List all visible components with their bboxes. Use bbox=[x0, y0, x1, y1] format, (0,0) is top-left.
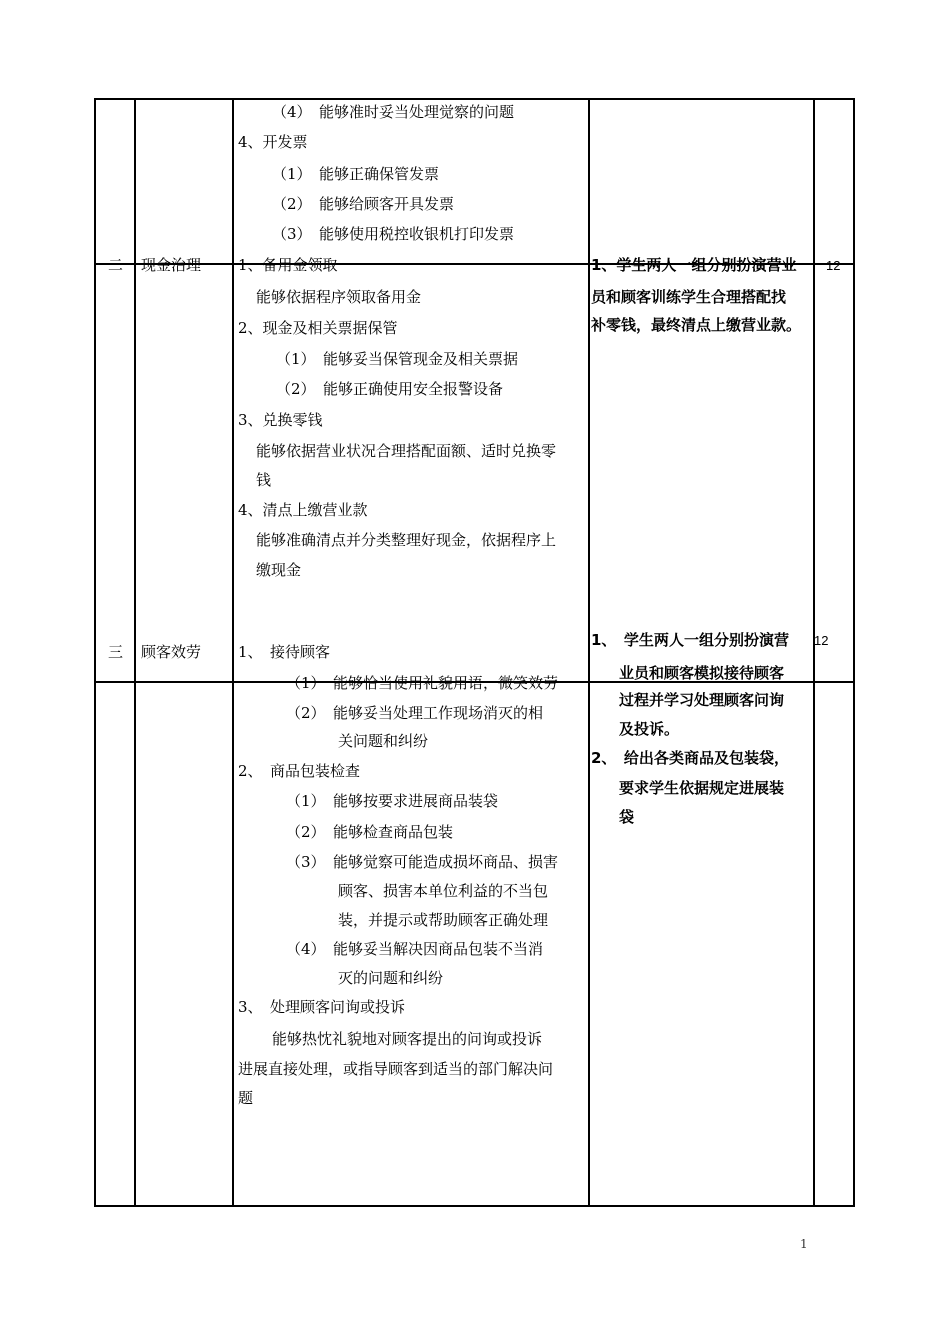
row2-line-8: 钱 bbox=[256, 471, 272, 489]
row2-line-11: 缴现金 bbox=[256, 561, 302, 579]
row3-number: 三 bbox=[108, 643, 124, 661]
row2-hours: 12 bbox=[826, 258, 841, 273]
row3-line-5: 2、 商品包装检查 bbox=[238, 762, 361, 780]
row3-activity-5: 2、 给出各类商品及包装袋， bbox=[591, 749, 789, 767]
row3-hours: 12 bbox=[814, 633, 829, 648]
row3-line-2: （1） 能够恰当使用礼貌用语，微笑效劳 bbox=[286, 674, 559, 692]
row3-activity-2: 业员和顾客模拟接待顾客 bbox=[619, 664, 785, 682]
row3-activity-7: 袋 bbox=[619, 808, 635, 826]
row3-line-6: （1） 能够按要求进展商品装袋 bbox=[286, 792, 499, 810]
row1-line-2: 4、开发票 bbox=[238, 133, 308, 151]
row2-line-3: 2、现金及相关票据保管 bbox=[238, 319, 398, 337]
row1-line-1: （4） 能够准时妥当处理觉察的问题 bbox=[272, 103, 515, 121]
row2-line-9: 4、清点上缴营业款 bbox=[238, 501, 368, 519]
table-border-bottom bbox=[94, 1205, 855, 1207]
row2-activity-3: 补零钱，最终清点上缴营业款。 bbox=[591, 316, 802, 334]
row1-line-5: （3） 能够使用税控收银机打印发票 bbox=[272, 225, 515, 243]
row2-activity-2: 员和顾客训练学生合理搭配找 bbox=[591, 288, 787, 306]
row3-line-13: 3、 处理顾客问询或投诉 bbox=[238, 998, 406, 1016]
row2-line-1: 1、备用金领取 bbox=[238, 256, 338, 274]
row3-line-12: 灭的问题和纠纷 bbox=[338, 969, 444, 987]
row3-line-15: 进展直接处理，或指导顾客到适当的部门解决问 bbox=[238, 1060, 554, 1078]
row2-title: 现金治理 bbox=[141, 256, 202, 274]
row2-line-7: 能够依据营业状况合理搭配面额、适时兑换零 bbox=[256, 442, 557, 460]
row3-title: 顾客效劳 bbox=[141, 643, 202, 661]
row3-line-8: （3） 能够觉察可能造成损坏商品、损害 bbox=[286, 853, 559, 871]
row3-line-4: 关问题和纠纷 bbox=[338, 732, 429, 750]
row3-line-7: （2） 能够检查商品包装 bbox=[286, 823, 454, 841]
row3-activity-3: 过程并学习处理顾客问询 bbox=[619, 691, 785, 709]
row2-line-10: 能够准确清点并分类整理好现金，依据程序上 bbox=[256, 531, 557, 549]
row1-line-3: （1） 能够正确保管发票 bbox=[272, 165, 440, 183]
row3-line-9: 顾客、损害本单位利益的不当包 bbox=[338, 882, 549, 900]
row2-line-2: 能够依据程序领取备用金 bbox=[256, 288, 422, 306]
row3-line-10: 装，并提示或帮助顾客正确处理 bbox=[338, 911, 549, 929]
row3-line-3: （2） 能够妥当处理工作现场消灭的相 bbox=[286, 704, 544, 722]
row3-activity-1: 1、 学生两人一组分别扮演营 bbox=[591, 631, 789, 649]
row3-activity-4: 及投诉。 bbox=[619, 720, 680, 738]
row3-line-1: 1、 接待顾客 bbox=[238, 643, 331, 661]
row3-line-16: 题 bbox=[238, 1089, 254, 1107]
page-number: 1 bbox=[800, 1237, 808, 1251]
row3-line-14: 能够热忱礼貌地对顾客提出的问询或投诉 bbox=[272, 1030, 543, 1048]
row2-line-5: （2） 能够正确使用安全报警设备 bbox=[276, 380, 504, 398]
row3-activity-6: 要求学生依据规定进展装 bbox=[619, 779, 785, 797]
row3-line-11: （4） 能够妥当解决因商品包装不当消 bbox=[286, 940, 544, 958]
row1-line-4: （2） 能够给顾客开具发票 bbox=[272, 195, 455, 213]
row2-activity-1: 1、学生两人一组分别扮演营业 bbox=[591, 256, 797, 274]
row2-line-6: 3、兑换零钱 bbox=[238, 411, 323, 429]
table-border-top bbox=[94, 98, 855, 100]
row2-line-4: （1） 能够妥当保管现金及相关票据 bbox=[276, 350, 519, 368]
row2-number: 二 bbox=[108, 256, 124, 274]
